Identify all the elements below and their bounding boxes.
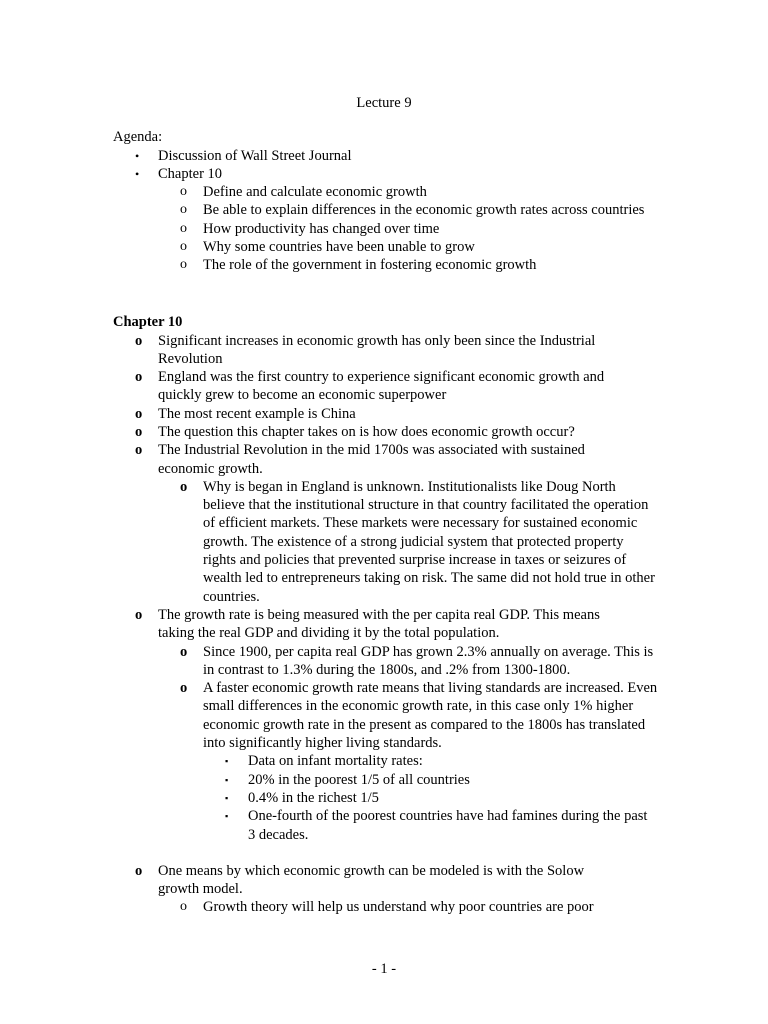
list-item-text: Since 1900, per capita real GDP has grown 2.3% annually on average. This is in contrast to 1.3% during the 1800s, and .2% from 1300-1800. <box>203 643 654 678</box>
blank-line <box>113 844 673 862</box>
list-item-text: Growth theory will help us understand why poor countries are poor <box>203 899 594 916</box>
bold-circle-bullet-icon: o <box>135 332 143 349</box>
list-item <box>113 789 673 807</box>
bold-circle-bullet-icon: o <box>135 442 143 459</box>
bold-circle-bullet-icon: o <box>180 478 188 495</box>
list-item-text: Define and calculate economic growth <box>203 184 427 201</box>
list-item <box>113 898 673 916</box>
list-item <box>113 256 673 274</box>
list-item <box>113 220 673 238</box>
list-item <box>113 643 673 680</box>
list-item-text: Discussion of Wall Street Journal <box>158 147 352 164</box>
list-item-text: 20% in the poorest 1/5 of all countries <box>248 771 470 788</box>
list-item <box>113 201 673 219</box>
bold-circle-bullet-icon: o <box>180 643 188 660</box>
circle-bullet-icon: o <box>180 220 187 236</box>
bold-circle-bullet-icon: o <box>135 606 143 623</box>
list-item <box>113 368 673 405</box>
bold-circle-bullet-icon: o <box>135 862 143 879</box>
circle-bullet-icon: o <box>180 899 187 915</box>
list-item <box>113 679 673 752</box>
circle-bullet-icon: o <box>180 184 187 200</box>
page-title: Lecture 9 <box>356 95 412 111</box>
list-item-text: One-fourth of the poorest countries have had famines during the past 3 decades. <box>248 808 648 843</box>
bold-circle-bullet-icon: o <box>135 423 143 440</box>
list-item <box>113 771 673 789</box>
list-item-text: Data on infant mortality rates: <box>248 753 423 770</box>
list-item-text: Significant increases in economic growth has only been since the Industrial Revolution <box>158 332 596 367</box>
list-item <box>113 441 673 478</box>
list-item-text: Chapter 10 <box>158 165 223 182</box>
square-bullet-icon: ▪ <box>225 792 229 803</box>
bullet-icon: • <box>135 166 140 181</box>
list-item-text: The question this chapter takes on is how does economic growth occur? <box>158 423 575 440</box>
square-bullet-icon: ▪ <box>225 756 229 767</box>
list-item-text: Why is began in England is unknown. Institutionalists like Doug North believe that the institutional structure in that country facilitated the operation of efficient markets. These markets were necessary for sustained economic growth. The existence of a strong judicial system that protected property rights and policies that prevented surprise increase in taxes or seizures of wealth led to entrepreneurs taking on risk. The same did not hold true in other countries. <box>203 478 655 605</box>
page-number: - 1 - <box>371 961 397 977</box>
list-item <box>113 752 673 770</box>
list-item <box>113 807 673 844</box>
chapter-heading: Chapter 10 <box>113 314 183 330</box>
agenda-section <box>113 128 673 275</box>
bold-circle-bullet-icon: o <box>180 680 188 697</box>
bold-circle-bullet-icon: o <box>135 405 143 422</box>
circle-bullet-icon: o <box>180 238 187 254</box>
list-item <box>113 405 673 423</box>
bullet-icon: • <box>135 148 140 163</box>
list-item-text: The Industrial Revolution in the mid 1700s was associated with sustained economic growth. <box>158 442 585 477</box>
circle-bullet-icon: o <box>180 257 187 273</box>
list-item-text: Be able to explain differences in the economic growth rates across countries <box>203 202 645 219</box>
list-item <box>113 606 673 643</box>
list-item-text: 0.4% in the richest 1/5 <box>248 789 379 806</box>
list-item-text: The growth rate is being measured with the per capita real GDP. This means taking the real GDP and dividing it by the total population. <box>158 606 600 642</box>
list-item-text: The role of the government in fostering economic growth <box>203 257 537 274</box>
list-item <box>113 478 673 606</box>
agenda-list <box>113 147 673 275</box>
agenda-label: Agenda: <box>113 129 163 145</box>
circle-bullet-icon: o <box>180 202 187 218</box>
list-item <box>113 147 673 165</box>
list-item <box>113 165 673 183</box>
list-item-text: The most recent example is China <box>158 405 356 422</box>
list-item <box>113 332 673 369</box>
list-item <box>113 183 673 201</box>
square-bullet-icon: ▪ <box>225 774 229 785</box>
list-item-text: A faster economic growth rate means that living standards are increased. Even small differences in the economic growth rate, in this case only 1% higher economic growth rate in the present as compared to the 1800s has translated into significantly higher living standards. <box>203 680 658 752</box>
list-item-text: Why some countries have been unable to grow <box>203 238 475 255</box>
chapter-list <box>113 332 673 917</box>
list-item <box>113 862 673 899</box>
chapter-section <box>113 313 673 917</box>
list-item <box>113 238 673 256</box>
square-bullet-icon: ▪ <box>225 811 229 822</box>
list-item-text: England was the first country to experience significant economic growth and quickly grew to become an economic superpower <box>158 369 605 404</box>
list-item-text: One means by which economic growth can be modeled is with the Solow growth model. <box>158 862 585 898</box>
bold-circle-bullet-icon: o <box>135 369 143 386</box>
list-item <box>113 423 673 441</box>
list-item-text: How productivity has changed over time <box>203 220 440 237</box>
